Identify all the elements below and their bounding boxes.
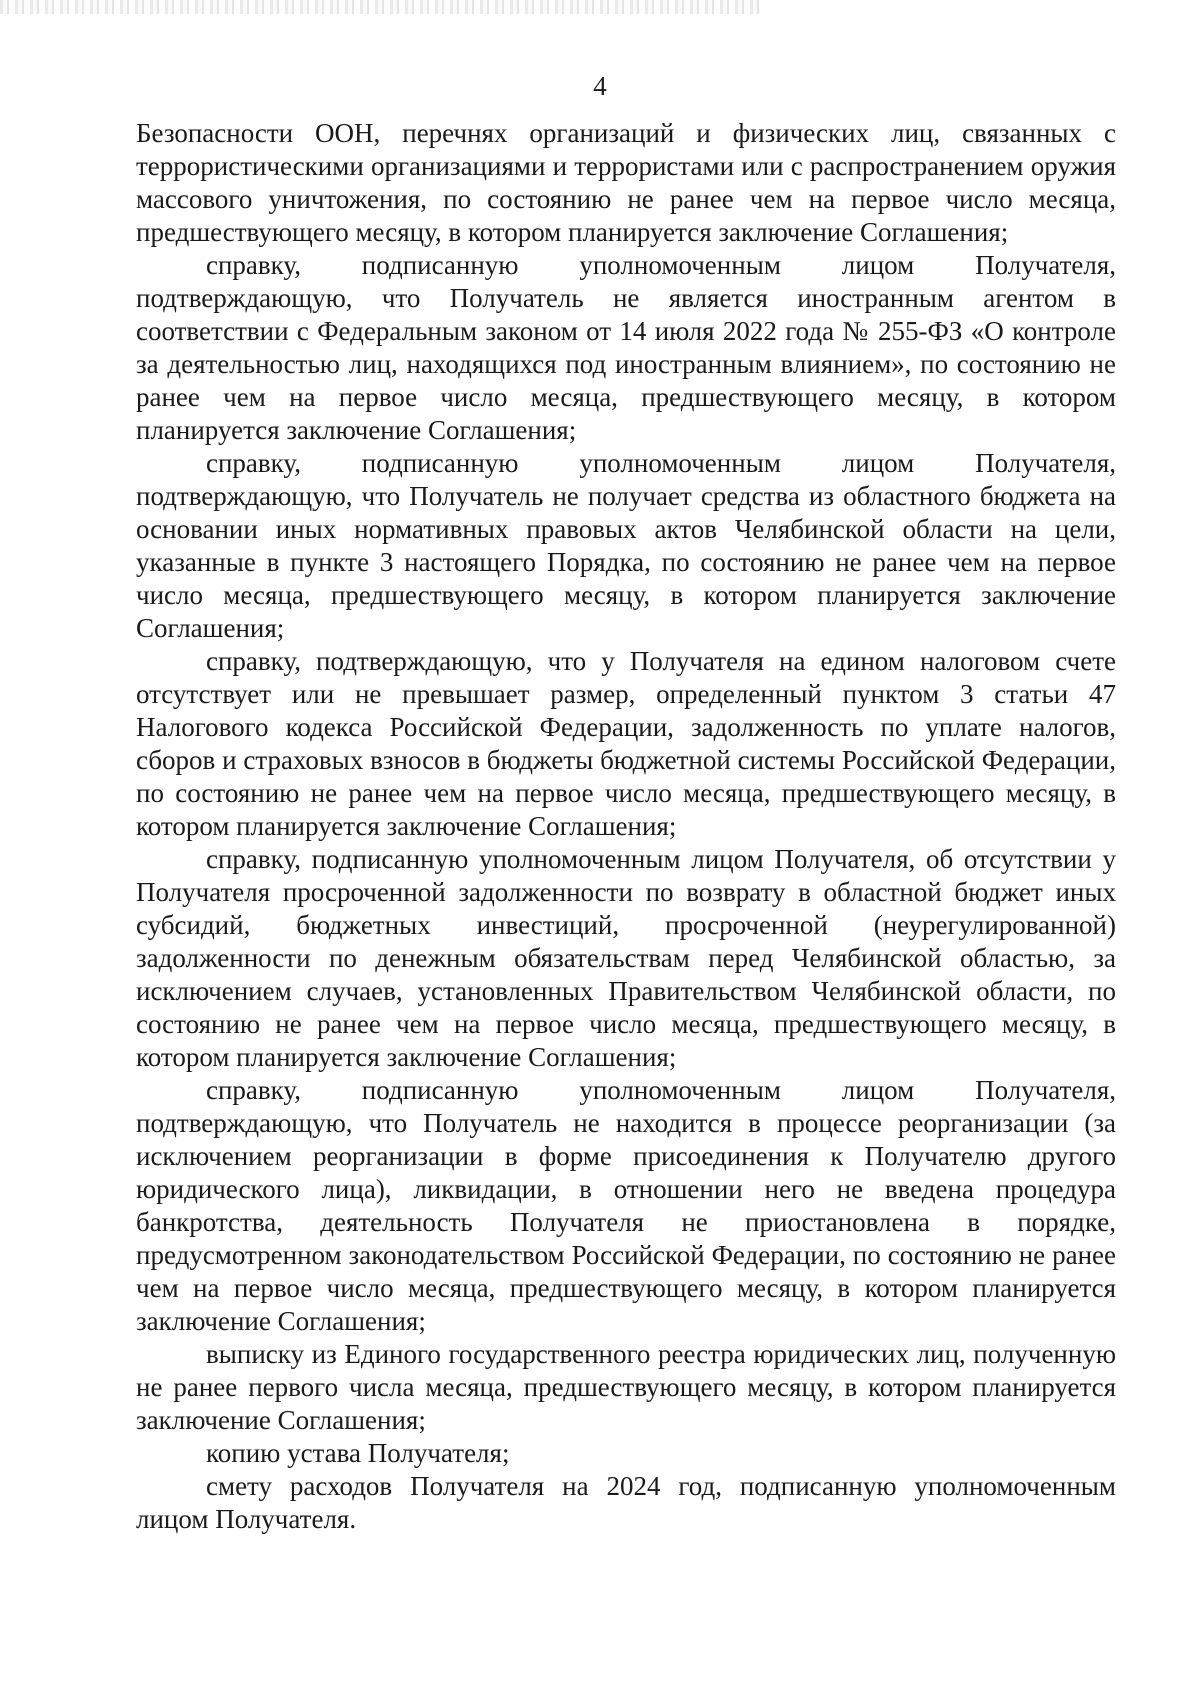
paragraph-foreign-agent-certificate: справку, подписанную уполномоченным лицом Получателя, подтверждающую, что Получатель не является иностранным агентом в соответствии с Федеральным законом от 14 июля 2022 года № 255-ФЗ «О контроле за деятельностью лиц, находящихся под иностранным влиянием», по состоянию не ранее чем на первое число месяца, предшествующего месяцу, в котором планируется заключение Соглашения; [136, 250, 1116, 445]
document-body [136, 117, 1116, 1536]
paragraph-continuation: Безопасности ООН, перечнях организаций и физических лиц, связанных с террористическими организациями и террористами или с распространением оружия массового уничтожения, по состоянию не ранее чем на первое число месяца, предшествующего месяцу, в котором планируется заключение Соглашения; [136, 118, 1116, 247]
paragraph-charter-copy: копию устава Получателя; [206, 1438, 510, 1468]
paragraph-no-overdue-debt-certificate: справку, подписанную уполномоченным лицом Получателя, об отсутствии у Получателя просроченной задолженности по возврату в областной бюджет иных субсидий, бюджетных инвестиций, просроченной (неурегулированной) задолженности по денежным обязательствам перед Челябинской областью, за исключением случаев, установленных Правительством Челябинской области, по состоянию не ранее чем на первое число месяца, предшествующего месяцу, в котором планируется заключение Соглашения; [136, 844, 1116, 1072]
paragraph-no-budget-funds-certificate: справку, подписанную уполномоченным лицом Получателя, подтверждающую, что Получатель не получает средства из областного бюджета на основании иных нормативных правовых актов Челябинской области на цели, указанные в пункте 3 настоящего Порядка, по состоянию не ранее чем на первое число месяца, предшествующего месяцу, в котором планируется заключение Соглашения; [136, 448, 1116, 643]
scan-artifact [0, 0, 760, 14]
paragraph-expense-estimate: смету расходов Получателя на 2024 год, подписанную уполномоченным лицом Получателя. [136, 1471, 1116, 1534]
paragraph-registry-extract: выписку из Единого государственного реестра юридических лиц, полученную не ранее первого числа месяца, предшествующего месяцу, в котором планируется заключение Соглашения; [136, 1339, 1116, 1435]
page-number: 4 [593, 71, 607, 101]
paragraph-tax-account-certificate: справку, подтверждающую, что у Получателя на едином налоговом счете отсутствует или не превышает размер, определенный пунктом 3 статьи 47 Налогового кодекса Российской Федерации, задолженность по уплате налогов, сборов и страховых взносов в бюджеты бюджетной системы Российской Федерации, по состоянию не ранее чем на первое число месяца, предшествующего месяцу, в котором планируется заключение Соглашения; [136, 646, 1116, 841]
paragraph-no-reorganization-certificate: справку, подписанную уполномоченным лицом Получателя, подтверждающую, что Получатель не находится в процессе реорганизации (за исключением реорганизации в форме присоединения к Получателю другого юридического лица), ликвидации, в отношении него не введена процедура банкротства, деятельность Получателя не приостановлена в порядке, предусмотренном законодательством Российской Федерации, по состоянию не ранее чем на первое число месяца, предшествующего месяцу, в котором планируется заключение Соглашения; [136, 1075, 1116, 1336]
